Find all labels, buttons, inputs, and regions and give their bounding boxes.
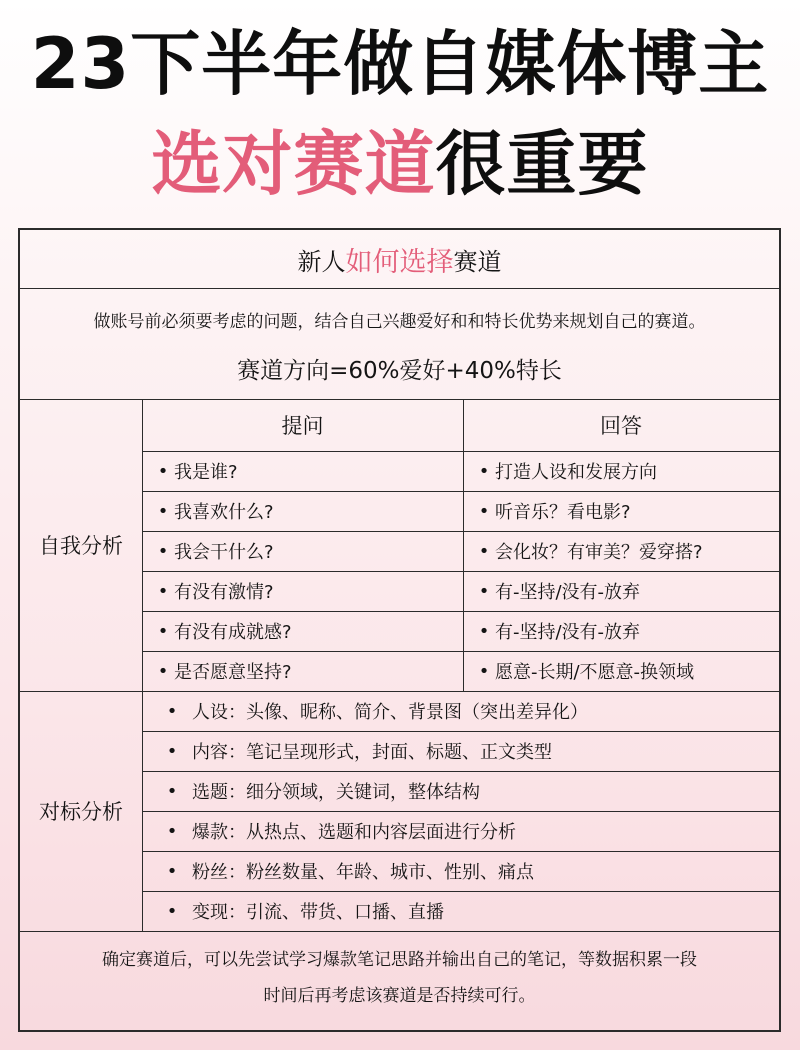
answer-text: 愿意-长期/不愿意-换领域	[495, 662, 695, 683]
question-cell	[142, 571, 463, 611]
column-header-answer: 回答	[600, 414, 642, 438]
question-text: 我喜欢什么?	[174, 502, 274, 523]
bullet-icon: •	[157, 460, 169, 482]
answer-text: 有-坚持/没有-放弃	[495, 582, 641, 603]
section-title-highlight: 如何选择	[345, 246, 454, 278]
question-cell	[142, 611, 463, 651]
answer-cell	[463, 491, 779, 531]
footer-note	[20, 942, 779, 1022]
question-text: 有没有成就感?	[174, 622, 292, 643]
answer-cell	[463, 451, 779, 491]
formula-text: 赛道方向=60%爱好+40%特长	[237, 357, 562, 384]
benchmark-text: 粉丝：粉丝数量、年龄、城市、性别、痛点	[192, 862, 534, 883]
benchmark-row	[142, 891, 779, 931]
answer-text: 打造人设和发展方向	[495, 462, 657, 483]
bullet-icon: •	[478, 660, 490, 682]
question-text: 我会干什么?	[174, 542, 274, 563]
footer-line1: 确定赛道后，可以先尝试学习爆款笔记思路并输出自己的笔记，等数据积累一段	[102, 950, 697, 970]
divider	[20, 288, 779, 289]
bullet-icon: •	[478, 460, 490, 482]
benchmark-text: 选题：细分领域，关键词，整体结构	[192, 782, 480, 803]
answer-cell	[463, 531, 779, 571]
bullet-icon: •	[478, 540, 490, 562]
question-cell	[142, 651, 463, 691]
section-title	[20, 230, 779, 288]
benchmark-row	[142, 771, 779, 811]
bullet-icon: •	[157, 500, 169, 522]
question-text: 我是谁?	[174, 462, 238, 483]
guide-table	[18, 228, 781, 1032]
bullet-icon: •	[478, 580, 490, 602]
benchmark-row	[142, 731, 779, 771]
answer-text: 有-坚持/没有-放弃	[495, 622, 641, 643]
bullet-icon: •	[478, 620, 490, 642]
divider	[20, 931, 779, 932]
footer-line2: 时间后再考虑该赛道是否持续可行。	[263, 986, 536, 1006]
benchmark-text: 内容：笔记呈现形式，封面、标题、正文类型	[192, 742, 552, 763]
page-title-line1: 23下半年做自媒体博主	[30, 23, 770, 105]
answer-text: 会化妆？有审美？爱穿搭?	[495, 542, 703, 563]
bullet-icon: •	[166, 740, 178, 762]
benchmark-row	[142, 851, 779, 891]
section-title-suffix: 赛道	[453, 247, 502, 276]
bullet-icon: •	[166, 860, 178, 882]
bullet-icon: •	[166, 820, 178, 842]
question-text: 有没有激情?	[174, 582, 274, 603]
bullet-icon: •	[166, 900, 178, 922]
benchmark-text: 变现：引流、带货、口播、直播	[192, 902, 444, 923]
bullet-icon: •	[166, 700, 178, 722]
bullet-icon: •	[157, 540, 169, 562]
bullet-icon: •	[166, 780, 178, 802]
answer-cell	[463, 611, 779, 651]
bullet-icon: •	[157, 620, 169, 642]
answer-text: 听音乐？看电影?	[495, 502, 631, 523]
bullet-icon: •	[157, 660, 169, 682]
question-cell	[142, 491, 463, 531]
intro-text: 做账号前必须要考虑的问题，结合自己兴趣爱好和和特长优势来规划自己的赛道。	[93, 311, 706, 332]
title-highlight: 选对赛道	[151, 123, 436, 205]
benchmark-text: 爆款：从热点、选题和内容层面进行分析	[192, 822, 516, 843]
section-title-prefix: 新人	[297, 247, 346, 276]
benchmark-text: 人设：头像、昵称、简介、背景图（突出差异化）	[192, 702, 588, 723]
bullet-icon: •	[478, 500, 490, 522]
question-cell	[142, 531, 463, 571]
benchmark-label: 对标分析	[39, 800, 123, 824]
answer-cell	[463, 651, 779, 691]
benchmark-row	[142, 691, 779, 731]
page-title-line2	[0, 122, 800, 206]
question-cell	[142, 451, 463, 491]
benchmark-row	[142, 811, 779, 851]
answer-cell	[463, 571, 779, 611]
title-rest: 很重要	[435, 123, 649, 205]
column-header-question: 提问	[281, 414, 324, 438]
question-text: 是否愿意坚持?	[174, 662, 292, 683]
bullet-icon: •	[157, 580, 169, 602]
self-analysis-label: 自我分析	[39, 534, 123, 558]
